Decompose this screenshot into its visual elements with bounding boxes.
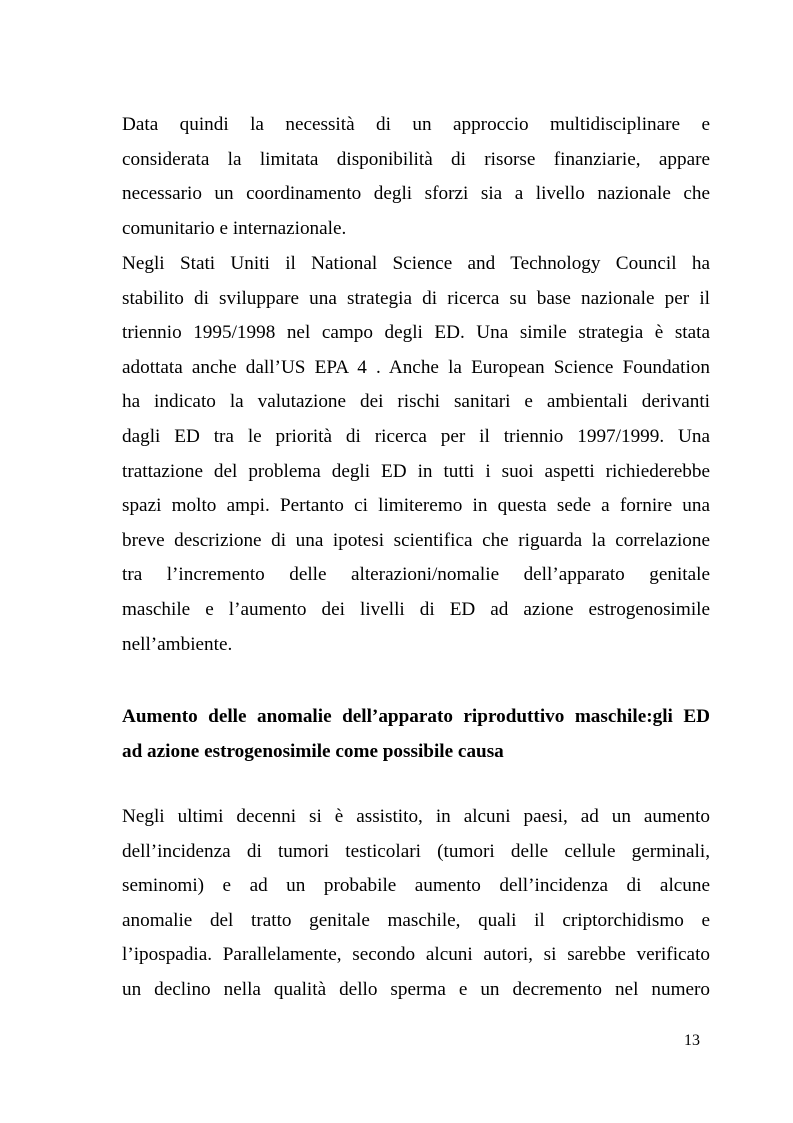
text-line: Negli ultimi decenni si è assistito, in alcuni paesi, ad un aumento (122, 806, 710, 827)
text-line: maschile e l’aumento dei livelli di ED ad azione estrogenosimile (122, 598, 710, 620)
text-line: adottata anche dall’US EPA 4 . Anche la European Science Foundation (122, 356, 710, 378)
text-line: breve descrizione di una ipotesi scientifica che riguarda la correlazione (122, 529, 710, 551)
text-line: ha indicato la valutazione dei rischi sanitari e ambientali derivanti (122, 391, 710, 413)
text-line: l’ipospadia. Parallelamente, secondo alcuni autori, si sarebbe verificato (122, 944, 710, 966)
text-line: anomalie del tratto genitale maschile, quali il criptorchidismo e (122, 909, 710, 931)
text-line: spazi molto ampi. Pertanto ci limiteremo in questa sede a fornire una (122, 495, 710, 517)
text-line: tra l’incremento delle alterazioni/nomalie dell’apparato genitale (122, 564, 710, 586)
text-line: comunitario e internazionale. (122, 217, 347, 239)
text-line: nell’ambiente. (122, 633, 233, 655)
heading-line: ad azione estrogenosimile come possibile causa (122, 740, 504, 762)
text-line: un declino nella qualità dello sperma e un decremento nel numero (122, 978, 710, 1000)
text-line: dell’incidenza di tumori testicolari (tumori delle cellule germinali, (122, 840, 710, 862)
text-line: Data quindi la necessità di un approccio multidisciplinare e (122, 114, 710, 135)
text-line: triennio 1995/1998 nel campo degli ED. Una simile strategia è stata (122, 322, 710, 344)
text-line: necessario un coordinamento degli sforzi sia a livello nazionale che (122, 183, 710, 205)
text-line: seminomi) e ad un probabile aumento dell’incidenza di alcune (122, 875, 710, 897)
section-heading (122, 700, 710, 769)
paragraph-anomalies (122, 800, 710, 1008)
heading-line: Aumento delle anomalie dell’apparato riproduttivo maschile:gli ED (122, 706, 710, 727)
paragraph-research-strategy (122, 247, 710, 662)
text-line: Negli Stati Uniti il National Science and Technology Council ha (122, 253, 710, 274)
text-line: trattazione del problema degli ED in tutti i suoi aspetti richiederebbe (122, 460, 710, 482)
paragraph-coordination (122, 108, 710, 246)
text-line: stabilito di sviluppare una strategia di ricerca su base nazionale per il (122, 287, 710, 309)
text-line: considerata la limitata disponibilità di risorse finanziarie, appare (122, 148, 710, 170)
text-line: dagli ED tra le priorità di ricerca per il triennio 1997/1999. Una (122, 425, 710, 447)
page-number: 13 (684, 1032, 700, 1049)
